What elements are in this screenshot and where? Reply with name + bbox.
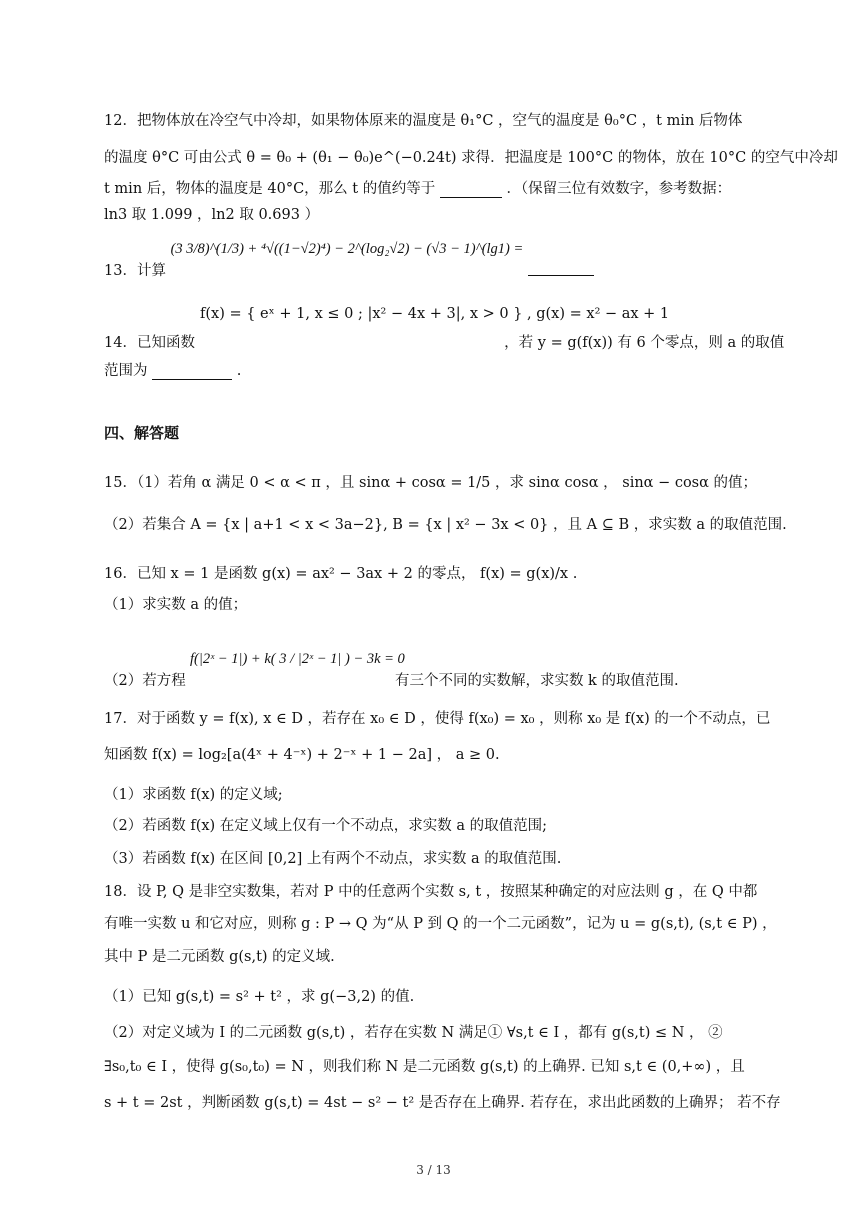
p16-line2: （1）求实数 a 的值； [104, 597, 248, 613]
p12-line2: 的温度 θ°C 可由公式 θ = θ₀ + (θ₁ − θ₀)e^(−0.24t) 求得．把温度是 100°C 的物体，放在 10°C 的空气中冷却 [104, 150, 838, 166]
p14-range-label: 范围为 [104, 363, 148, 379]
p18-line6: ∃s₀,t₀ ∈ I ，使得 g(s₀,t₀) = N ，则我们称 N 是二元函数 g(s,t) 的上确界. 已知 s,t ∈ (0,+∞) ，且 [104, 1059, 745, 1075]
p12-line3-text: t min 后，物体的温度是 40°C，那么 t 的值约等于 [104, 181, 436, 197]
p13-expression: (3 3/8)^(1/3) + ⁴√((1−√2)⁴) − 2^(log₂√2) − (√3 − 1)^(lg1) = [170, 241, 524, 257]
p18-line7: s + t = 2st ，判断函数 g(s,t) = 4st − s² − t² 是否存在上确界. 若存在，求出此函数的上确界； 若不存 [104, 1095, 781, 1111]
p13-line [104, 241, 764, 280]
p13-label: 13．计算 [104, 263, 166, 279]
p16-condition: 有三个不同的实数解，求实数 k 的取值范围. [394, 673, 679, 689]
answer-blank [440, 183, 502, 198]
p17-line1: 17．对于函数 y = f(x), x ∈ D ，若存在 x₀ ∈ D ，使得 f(x₀) = x₀ ，则称 x₀ 是 f(x) 的一个不动点，已 [104, 711, 771, 727]
p14-label: 14．已知函数 [104, 335, 195, 351]
p12-line4: ln3 取 1.099 ，ln2 取 0.693 ） [104, 207, 320, 223]
p18-line5: （2）对定义域为 I 的二元函数 g(s,t) ，若存在实数 N 满足① ∀s,t ∈ I ，都有 g(s,t) ≤ N ， ② [104, 1025, 723, 1041]
p14-function-def: f(x) = { eˣ + 1, x ≤ 0 ; |x² − 4x + 3|, x > 0 } , g(x) = x² − ax + 1 [200, 306, 670, 322]
p16-line1: 16．已知 x = 1 是函数 g(x) = ax² − 3ax + 2 的零点， f(x) = g(x)/x . [104, 566, 578, 582]
p16-label: （2）若方程 [104, 673, 186, 689]
p14-period: . [236, 363, 242, 379]
p18-line3: 其中 P 是二元函数 g(s,t) 的定义域. [104, 949, 335, 965]
p16-line3 [104, 672, 764, 690]
p12-line3 [104, 180, 764, 198]
page-number: 3 / 13 [416, 1163, 451, 1177]
p17-line5: （3）若函数 f(x) 在区间 [0,2] 上有两个不动点，求实数 a 的取值范围. [104, 851, 562, 867]
p12-line1: 12．把物体放在冷空气中冷却，如果物体原来的温度是 θ₁°C ，空气的温度是 θ₀°C ，t min 后物体 [104, 113, 743, 129]
p18-line1: 18．设 P, Q 是非空实数集，若对 P 中的任意两个实数 s, t ，按照某种确定的对应法则 g ，在 Q 中都 [104, 884, 758, 900]
p17-line2: 知函数 f(x) = log₂[a(4ˣ + 4⁻ˣ) + 2⁻ˣ + 1 − 2a] ， a ≥ 0. [104, 747, 500, 763]
p18-line2: 有唯一实数 u 和它对应，则称 g : P → Q 为“从 P 到 Q 的一个二元函数”，记为 u = g(s,t), (s,t ∈ P) ， [104, 916, 777, 932]
p15-line2: （2）若集合 A = {x | a+1 < x < 3a−2}, B = {x | x² − 3x < 0} ，且 A ⊆ B ，求实数 a 的取值范围. [104, 517, 787, 533]
p17-line3: （1）求函数 f(x) 的定义域; [104, 787, 283, 803]
answer-blank [152, 365, 232, 380]
p14-line2 [104, 362, 764, 380]
p14-line1 [104, 334, 785, 352]
answer-blank [528, 261, 594, 276]
p14-condition: ，若 y = g(f(x)) 有 6 个零点，则 a 的取值 [504, 335, 785, 351]
section-title: 四、解答题 [104, 424, 180, 442]
p15-line1: 15．（1）若角 α 满足 0 < α < π ，且 sinα + cosα = 1/5 ，求 sinα cosα ， sinα − cosα 的值； [104, 475, 758, 491]
p12-line3-tail: ．（保留三位有效数字，参考数据： [506, 181, 732, 197]
p16-equation: f(|2ˣ − 1|) + k( 3 / |2ˣ − 1| ) − 3k = 0 [190, 651, 405, 667]
p18-line4: （1）已知 g(s,t) = s² + t² ，求 g(−3,2) 的值. [104, 989, 415, 1005]
p17-line4: （2）若函数 f(x) 在定义域上仅有一个不动点，求实数 a 的取值范围; [104, 818, 548, 834]
